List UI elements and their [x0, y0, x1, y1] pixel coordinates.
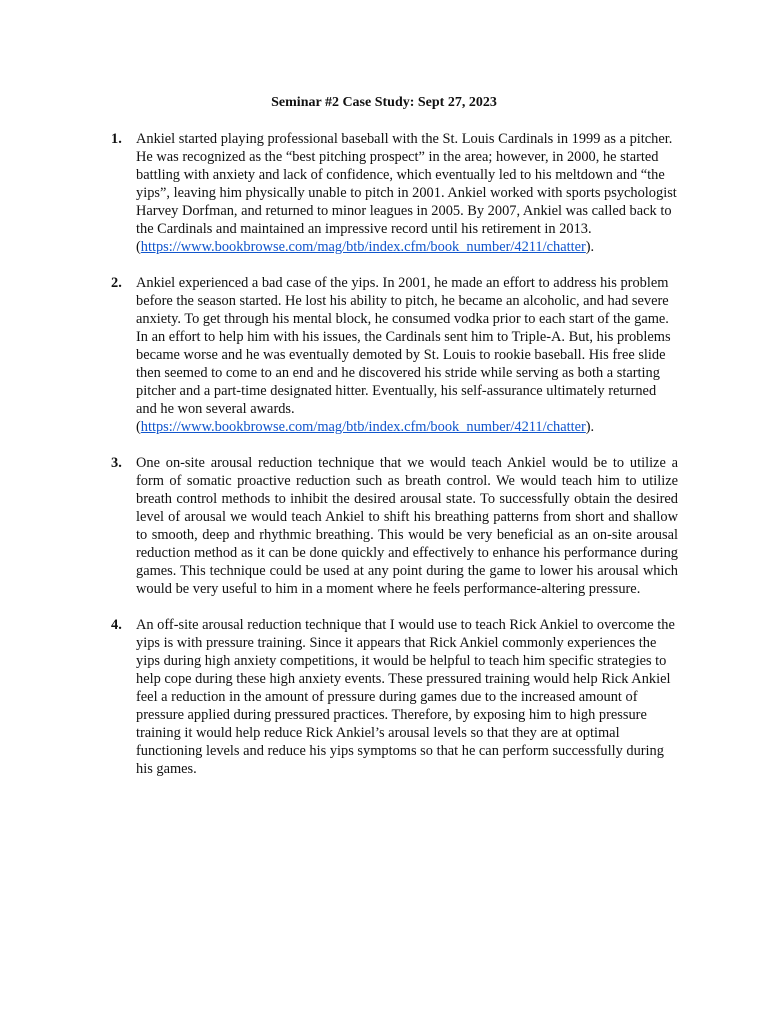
citation-close: ).: [585, 239, 595, 255]
list-item-1: [110, 130, 678, 256]
citation-link[interactable]: https://www.bookbrowse.com/mag/btb/index.cfm/book_number/4211/chatter: [140, 419, 586, 435]
list-item-3: [110, 454, 678, 598]
citation-close: ).: [585, 419, 595, 435]
item-text: An off-site arousal reduction technique that I would use to teach Rick Ankiel to overcome the yips is with pressure training. Since it appears that Rick Ankiel commonly experiences the yips during high anxiety competitions, it would be helpful to teach him specific strategies to help cope during these high anxiety events. These pressured training would help Rick Ankiel feel a reduction in the amount of pressure during games due to the increased amount of pressure applied during pressured practices. Therefore, by exposing him to high pressure training it would help reduce Rick Ankiel’s arousal levels so that they are at optimal functioning levels and reduce his yips symptoms so that he can perform successfully during his games.: [136, 617, 675, 777]
case-study-list: [110, 130, 678, 796]
item-text: Ankiel started playing professional baseball with the St. Louis Cardinals in 1999 as a pitcher. He was recognized as the “best pitching prospect” in the area; however, in 2000, he started battling with anxiety and lack of confidence, which eventually led to his meltdown and “the yips”, leaving him physically unable to pitch in 2001. Ankiel worked with sports psychologist Harvey Dorfman, and returned to minor leagues in 2005. By 2007, Ankiel was called back to the Cardinals and maintained an impressive record until his retirement in 2013.: [136, 131, 677, 237]
item-number: 1.: [111, 131, 122, 147]
citation: [136, 418, 678, 436]
citation-open: (: [136, 239, 141, 255]
item-number: 3.: [111, 455, 122, 471]
document-title: Seminar #2 Case Study: Sept 27, 2023: [271, 95, 497, 110]
citation-link[interactable]: https://www.bookbrowse.com/mag/btb/index.cfm/book_number/4211/chatter: [140, 239, 586, 255]
item-text: One on-site arousal reduction technique that we would teach Ankiel would be to utilize a form of somatic proactive reduction such as breath control. We would teach him to utilize breath control methods to inhibit the desired arousal state. To successfully obtain the desired level of arousal we would teach Ankiel to shift his breathing patterns from short and shallow to smooth, deep and rhythmic breathing. This would be very beneficial as an on-site arousal reduction method as it can be done quickly and effectively to enhance his performance during games. This technique could be used at any point during the game to lower his arousal which would be very useful to him in a moment where he feels performance-altering pressure.: [136, 455, 678, 597]
item-number: 2.: [111, 275, 122, 291]
item-text: Ankiel experienced a bad case of the yips. In 2001, he made an effort to address his problem before the season started. He lost his ability to pitch, he became an alcoholic, and had severe anxiety. To get through his mental block, he consumed vodka prior to each start of the game. In an effort to help him with his issues, the Cardinals sent him to Triple-A. But, his problems became worse and he was eventually demoted by St. Louis to rookie baseball. His free slide then seemed to come to an end and he discovered his stride while serving as both a starting pitcher and a part-time designated hitter. Eventually, his self-assurance ultimately returned and he won several awards.: [136, 275, 671, 417]
citation-open: (: [136, 419, 141, 435]
citation: [136, 238, 678, 256]
list-item-4: [110, 616, 678, 778]
list-item-2: [110, 274, 678, 436]
item-number: 4.: [111, 617, 122, 633]
